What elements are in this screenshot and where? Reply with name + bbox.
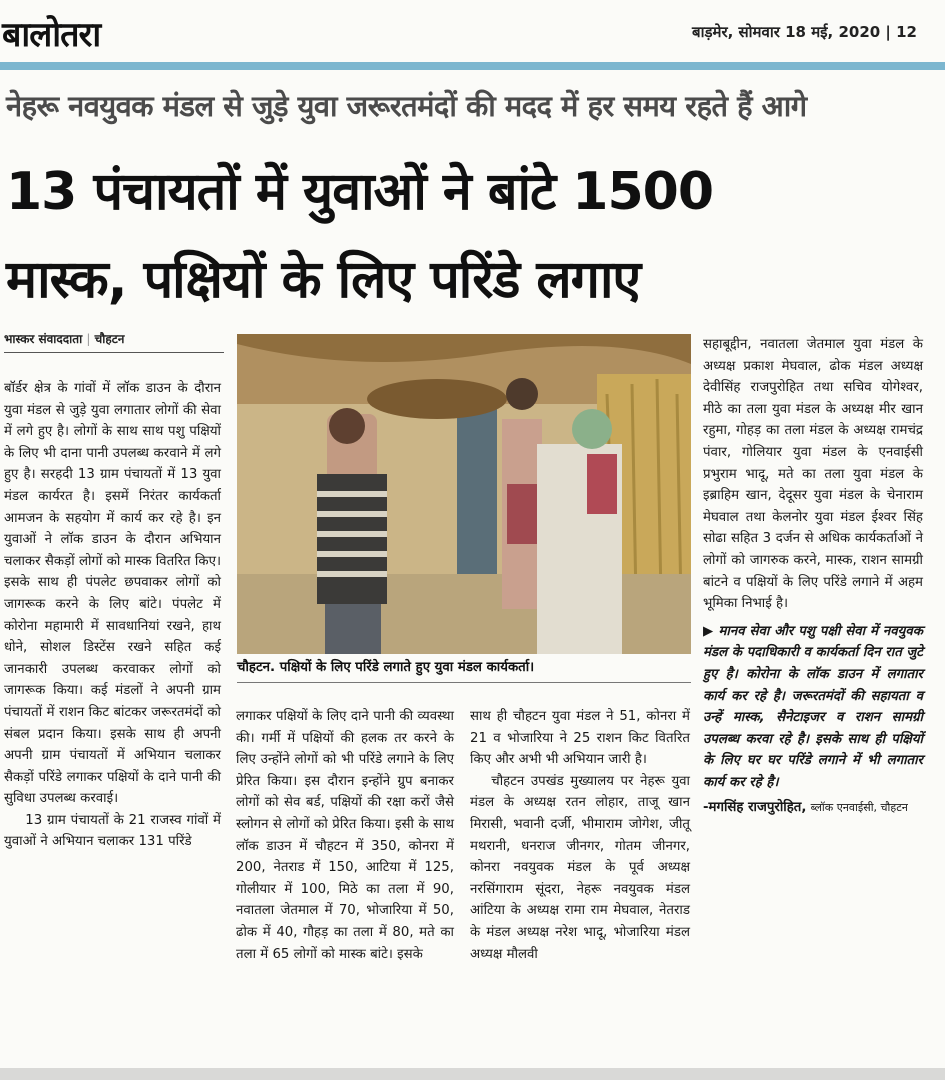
column-2-paragraph-1: लगाकर पक्षियों के लिए दाने पानी की व्यवस्था की। गर्मी में पक्षियों की हलक तर करने के लिए उन्होंने लोगों को भी परिंडे लगाने के लिए प्रेरित किया। इस दौरान इन्होंने ग्रुप बनाकर लोगों को सेव बर्ड, पक्षियों की रक्षा करों जैसे स्लोगन से लोगों को प्रेरित किया। इसी के साथ लॉक डाउन में चौहटन में 350, कोनरा में 200, नेतराड में 150, आटिया में 125, गोलीयार में 100, मिठे का तला में 90, नवातला जेतमाल में 70, भोजारिया में 50, ढोक में 40, गौहड़ का तला में 80, मते का तला में 65 लोगों को मास्क बांटे। इसके [236, 709, 454, 962]
quote-credit [703, 797, 923, 819]
masthead-rule [0, 62, 945, 70]
byline-reporter: भास्कर संवाददाता [4, 332, 83, 346]
byline-rule [4, 352, 224, 353]
article-column-1 [4, 378, 221, 853]
masthead [0, 0, 945, 64]
column-3-paragraph-2: चौहटन उपखंड मुख्यालय पर नेहरू युवा मंडल के अध्यक्ष रतन लोहार, ताजू खान मिरासी, भवानी दर्जी, भीमाराम जोगेश, जीतू मथरानी, धनराज जीनगर, गोतम जीनगर, कोनरा नवयुवक मंडल के पूर्व अध्यक्ष नरसिंगाराम सूंदरा, नेहरू नवयुवक मंडल आंटिया के अध्यक्ष रामा राम मेघवाल, नेतराड के मंडल अध्यक्ष नरेश भादू, भोजारिया मंडल अध्यक्ष मौलवी [470, 773, 690, 962]
section-name: बालोतरा [2, 15, 101, 55]
pull-quote: ▶ मानव सेवा और पशु पक्षी सेवा में नवयुवक मंडल के पदाधिकारी व कार्यकर्ता दिन रात जुटे हुए है। कोरोना के लॉक डाउन में लगातार कार्य कर रहे है। जरूरतमंदों की सहायता व उन्हें मास्क, सैनेटाइजर व राशन सामग्री उपलब्ध करवा रहे है। इसके साथ ही पक्षियों के लिए घर घर परिंडे लगाने में भी लगातार कार्य कर रहे है। [703, 623, 923, 790]
byline-separator: | [86, 332, 91, 346]
headline-line-1: 13 पंचायतों में युवाओं ने बांटे 1500 [6, 162, 714, 222]
headline [6, 148, 936, 324]
column-1-paragraph-1: बॉर्डर क्षेत्र के गांवों में लॉक डाउन के दौरान युवा मंडल से जुड़े युवा लगातार लोगों की सेवा में लगे हुए है। लोगों के साथ साथ पशु पक्षियों के लिए भी दाना पानी उपलब्ध करवाने में लगे हुए है। सरहदी 13 ग्राम पंचायतों में 13 युवा मंडल कार्यरत है। इसमें निरंतर कार्यकर्ता आमजन के सहयोग में कार्य कर रहे है। इन युवाओं ने लॉक डाउन के दौरान अभियान चलाकर सैकड़ों लोगों को मास्क वितरित किए। इसके साथ ही पंपलेट छपवाकर लोगों को जागरूक करने के लिए बांटे। पंपलेट में कोरोना महामारी में सावधानियां रखने, हाथ धोने, सोशल डिस्टेंस रखने सहित कई जानकारी उपलब्ध करवाकर लोगों को जागरूक किया। कई मंडलों ने अपनी ग्राम पंचायतों में राशन किट बांटकर जरूरतमंदों को संबल प्रदान किया। इसके साथ ही अपनी अपनी ग्राम पंचायतों में अभियान चलाकर सैकड़ों परिंडे लगाकर पक्षियों के दाने पानी की सुविधा उपलब्ध करवाई। [4, 381, 221, 807]
quote-credit-role: ब्लॉक एनवाईसी, चौहटन [810, 801, 908, 815]
article-column-3 [470, 706, 690, 965]
column-3-paragraph-1: साथ ही चौहटन युवा मंडल ने 51, कोनरा में 21 व भोजारिया ने 25 राशन किट वितरित किए और अभी भी अभियान जारी है। [470, 709, 690, 768]
dateline: बाड़मेर, सोमवार 18 मई, 2020 | 12 [692, 23, 917, 41]
headline-line-2: मास्क, पक्षियों के लिए परिंडे लगाए [6, 250, 641, 310]
article-column-2 [236, 706, 454, 965]
photo-illustration [237, 334, 691, 654]
column-1-paragraph-2: 13 ग्राम पंचायतों के 21 राजस्व गांवों में युवाओं ने अभियान चलाकर 131 परिंडे [4, 812, 221, 850]
article-photo [237, 334, 691, 654]
footer-strip [0, 1068, 945, 1080]
column-4-paragraph-1: सहाबूद्दीन, नवातला जेतमाल युवा मंडल के अध्यक्ष प्रकाश मेघवाल, ढोक मंडल अध्यक्ष देवीसिंह राजपुरोहित तथा सचिव योगेश्वर, मीठे का तला युवा मंडल के अध्यक्ष मीर खान रहुमा, गोहड़ का तला मंडल के अध्यक्ष रामचंद्र पंवार, गोलियार युवा मंडल के एनवाईसी प्रभुराम भादू, मते का तला युवा मंडल के इब्राहिम खान, देदूसर युवा मंडल के चेनाराम मेघवाल तथा केलनोर युवा मंडल ईश्वर सिंह सोढा सहित 3 दर्जन से अधिक कार्यकर्ताओं ने लोगों को जागरुक करने, मास्क, राशन सामग्री बांटने व पक्षियों के लिए परिंडे लगाने में अहम भूमिका निभाई है। [703, 337, 923, 612]
byline-place: चौहटन [94, 332, 125, 346]
kicker: नेहरू नवयुवक मंडल से जुड़े युवा जरूरतमंदों की मदद में हर समय रहते हैं आगे [6, 89, 807, 123]
photo-caption: चौहटन. पक्षियों के लिए परिंडे लगाते हुए युवा मंडल कार्यकर्ता। [237, 660, 535, 675]
caption-rule [237, 682, 691, 683]
quote-credit-name: -मगसिंह राजपुरोहित, [703, 800, 807, 816]
article-column-4 [703, 334, 923, 819]
byline [4, 330, 224, 347]
